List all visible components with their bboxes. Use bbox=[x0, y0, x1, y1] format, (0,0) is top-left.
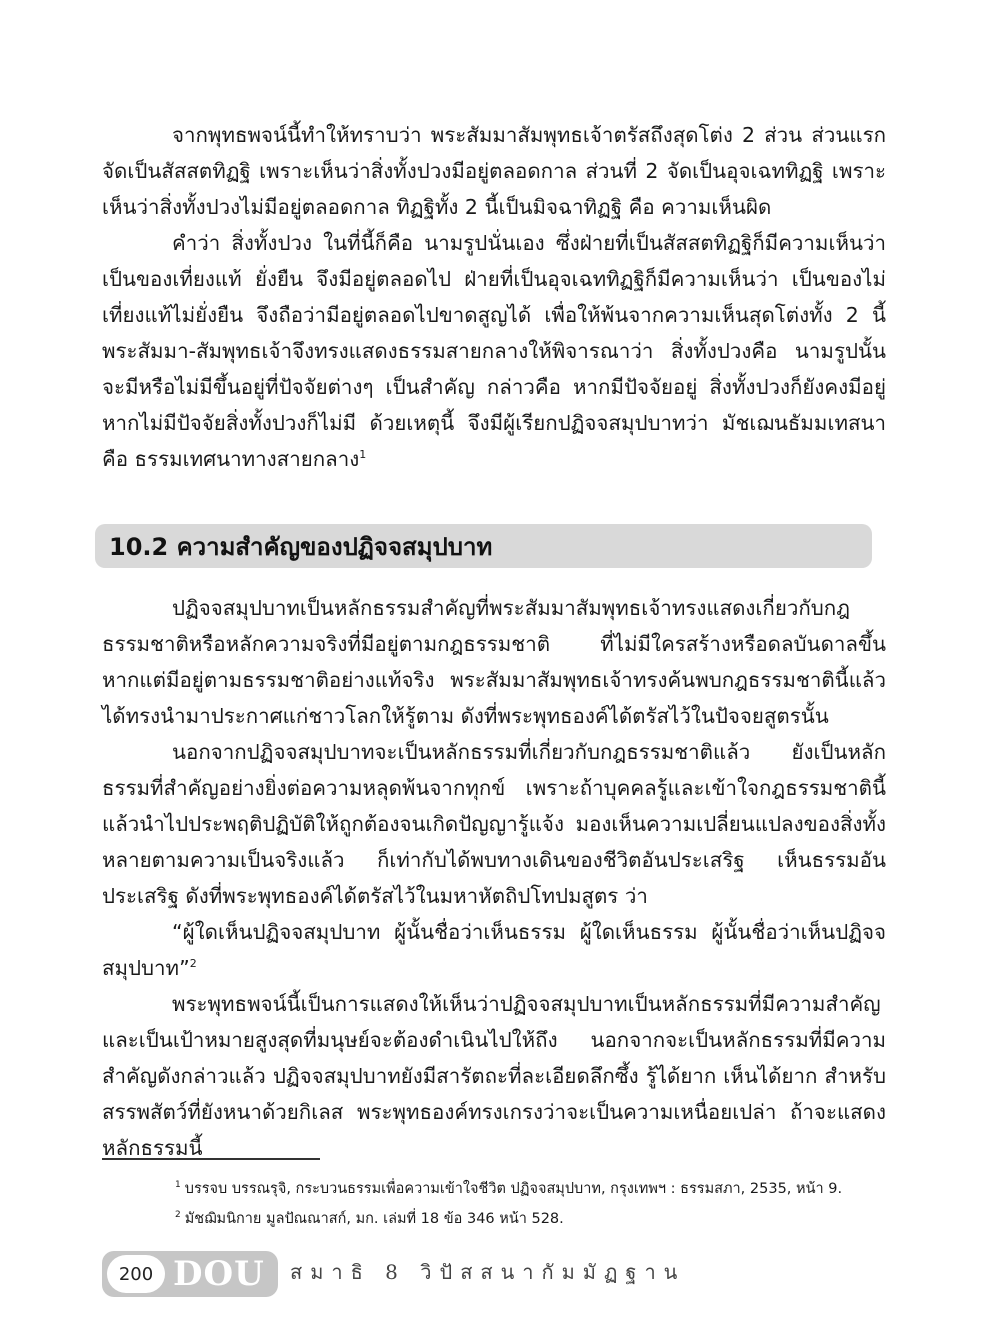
footnote-1-number: 1 bbox=[175, 1180, 181, 1191]
quote-text: “ผู้ใดเห็นปฏิจจสมุปบาท ผู้นั้นชื่อว่าเห็นธรรม ผู้ใดเห็นธรรม ผู้นั้นชื่อว่าเห็นปฏิจจสมุปบาท” bbox=[102, 920, 886, 980]
footer-badge bbox=[102, 1251, 278, 1297]
footnote-ref-2[interactable]: 2 bbox=[189, 957, 197, 971]
footnote-2 bbox=[175, 1204, 915, 1234]
footnote-ref-1[interactable]: 1 bbox=[359, 448, 367, 462]
page-number: 200 bbox=[107, 1255, 165, 1293]
quote-paragraph bbox=[102, 914, 886, 986]
paragraph-2 bbox=[102, 225, 886, 477]
intro-text-block bbox=[102, 117, 886, 477]
paragraph-3: ปฏิจจสมุปบาทเป็นหลักธรรมสำคัญที่พระสัมมาสัมพุทธเจ้าทรงแสดงเกี่ยวกับกฎธรรมชาติหรือหลักความจริงที่มีอยู่ตามกฎธรรมชาติ ที่ไม่มีใครสร้างหรือดลบันดาลขึ้น หากแต่มีอยู่ตามธรรมชาติอย่างแท้จริง พระสัมมาสัมพุทธเจ้าทรงค้นพบกฎธรรมชาตินี้แล้วได้ทรงนำมาประกาศแก่ชาวโลกให้รู้ตาม ดังที่พระพุทธองค์ได้ตรัสไว้ในปัจจยสูตรนั้น bbox=[102, 596, 886, 728]
paragraph-4: นอกจากปฏิจจสมุปบาทจะเป็นหลักธรรมที่เกี่ยวกับกฎธรรมชาติแล้ว ยังเป็นหลักธรรมที่สำคัญอย่างยิ่งต่อความหลุดพ้นจากทุกข์ เพราะถ้าบุคคลรู้และเข้าใจกฎธรรมชาตินี้แล้วนำไปประพฤติปฏิบัติให้ถูกต้องจนเกิดปัญญารู้แจ้ง มองเห็นความเปลี่ยนแปลงของสิ่งทั้งหลายตามความเป็นจริงแล้ว ก็เท่ากับได้พบทางเดินของชีวิตอันประเสริฐ เห็นธรรมอันประเสริฐ ดังที่พระพุทธองค์ได้ตรัสไว้ในมหาหัตถิปโทปมสูตร ว่า bbox=[102, 740, 886, 908]
paragraph-5: พระพุทธพจน์นี้เป็นการแสดงให้เห็นว่าปฏิจจสมุปบาทเป็นหลักธรรมที่มีความสำคัญและเป็นเป้าหมายสูงสุดที่มนุษย์จะต้องดำเนินไปให้ถึง นอกจากจะเป็นหลักธรรมที่มีความสำคัญดังกล่าวแล้ว ปฏิจจสมุปบาทยังมีสารัตถะที่ละเอียดลึกซึ้ง รู้ได้ยาก เห็นได้ยาก สำหรับสรรพสัตว์ที่ยังหนาด้วยกิเลส พระพุทธองค์ทรงเกรงว่าจะเป็นความเหนื่อยเปล่า ถ้าจะแสดงหลักธรรมนี้ bbox=[102, 992, 886, 1160]
paragraph-1: จากพุทธพจน์นี้ทำให้ทราบว่า พระสัมมาสัมพุทธเจ้าตรัสถึงสุดโต่ง 2 ส่วน ส่วนแรก จัดเป็นสัสสตทิฏฐิ เพราะเห็นว่าสิ่งทั้งปวงมีอยู่ตลอดกาล ส่วนที่ 2 จัดเป็นอุจเฉททิฏฐิ เพราะเห็นว่าสิ่งทั้งปวงไม่มีอยู่ตลอดกาล ทิฏฐิทั้ง 2 นี้เป็นมิจฉาทิฏฐิ คือ ความเห็นผิด bbox=[102, 123, 886, 219]
footnote-divider bbox=[102, 1158, 320, 1160]
footnote-1-text: บรรจบ บรรณรุจิ, กระบวนธรรมเพื่อความเข้าใจชีวิต ปฏิจจสมุปบาท, กรุงเทพฯ : ธรรมสภา, 2535, หน้า 9. bbox=[184, 1181, 843, 1197]
footnotes bbox=[175, 1174, 915, 1234]
paragraph-2-text: คำว่า สิ่งทั้งปวง ในที่นี้ก็คือ นามรูปนั่นเอง ซึ่งฝ่ายที่เป็นสัสสตทิฏฐิก็มีความเห็นว่าเป็นของเที่ยงแท้ ยั่งยืน จึงมีอยู่ตลอดไป ฝ่ายที่เป็นอุจเฉททิฏฐิก็มีความเห็นว่า เป็นของไม่เที่ยงแท้ไม่ยั่งยืน จึงถือว่ามีอยู่ตลอดไปขาดสูญได้ เพื่อให้พ้นจากความเห็นสุดโต่งทั้ง 2 นี้ พระสัมมา-สัมพุทธเจ้าจึงทรงแสดงธรรมสายกลางให้พิจารณาว่า สิ่งทั้งปวงคือ นามรูปนั้นจะมีหรือไม่มีขึ้นอยู่ที่ปัจจัยต่างๆ เป็นสำคัญ กล่าวคือ หากมีปัจจัยอยู่ สิ่งทั้งปวงก็ยังคงมีอยู่ หากไม่มีปัจจัยสิ่งทั้งปวงก็ไม่มี ด้วยเหตุนี้ จึงมีผู้เรียกปฏิจจสมุปบาทว่า มัชเฌนธัมมเทสนา คือ ธรรมเทศนาทางสายกลาง bbox=[102, 231, 886, 471]
footer-book-title: สมาธิ 8 วิปัสสนากัมมัฏฐาน bbox=[290, 1260, 686, 1284]
footnote-1 bbox=[175, 1174, 915, 1204]
section-heading-bar bbox=[95, 524, 872, 568]
main-text-block bbox=[102, 590, 886, 1166]
footnote-2-number: 2 bbox=[175, 1210, 181, 1221]
section-title: 10.2 ความสำคัญของปฏิจจสมุปบาท bbox=[109, 532, 493, 561]
footnote-2-text: มัชฌิมนิกาย มูลปัณณาสก์, มก. เล่มที่ 18 ข้อ 346 หน้า 528. bbox=[184, 1211, 564, 1227]
dou-logo: DOU bbox=[173, 1254, 265, 1294]
